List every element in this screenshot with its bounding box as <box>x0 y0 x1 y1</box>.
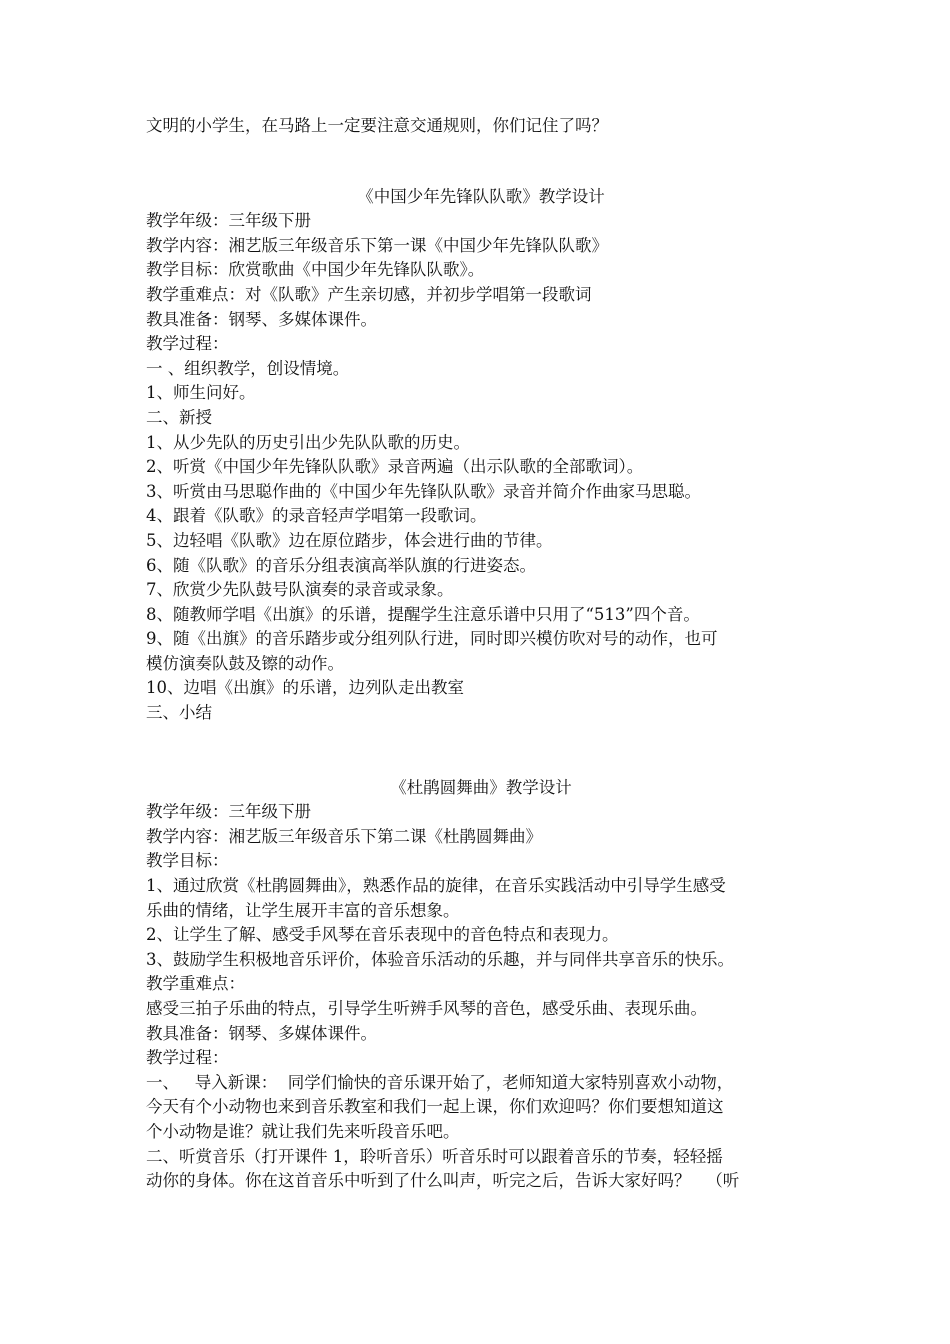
lesson1-line: 10、边唱《出旗》的乐谱，边列队走出教室 <box>146 678 464 698</box>
lesson2-line: 今天有个小动物也来到音乐教室和我们一起上课，你们欢迎吗？你们要想知道这 <box>146 1097 724 1117</box>
lesson1-line: 8、随教师学唱《出旗》的乐谱，提醒学生注意乐谱中只用了“513”四个音。 <box>146 604 700 624</box>
lesson2-line: 感受三拍子乐曲的特点，引导学生听辨手风琴的音色，感受乐曲、表现乐曲。 <box>146 999 707 1018</box>
lesson1-line: 教学年级：三年级下册 <box>146 211 311 231</box>
lesson2-line: 乐曲的情绪，让学生展开丰富的音乐想象。 <box>146 900 460 920</box>
lesson2-line: 一、 导入新课： 同学们愉快的音乐课开始了，老师知道大家特别喜欢小动物， <box>146 1072 734 1092</box>
lesson2-line: 教学过程： <box>146 1048 229 1068</box>
lesson2-line: 二、听赏音乐（打开课件 1，聆听音乐）听音乐时可以跟着音乐的节奏，轻轻摇 <box>146 1146 723 1166</box>
lesson2-line: 1、通过欣赏《杜鹃圆舞曲》，熟悉作品的旋律，在音乐实践活动中引导学生感受 <box>146 876 726 896</box>
lesson1-line: 教学内容：湘艺版三年级音乐下第一课《中国少年先锋队队歌》 <box>146 235 608 255</box>
document-body <box>146 114 816 1194</box>
lesson2-line: 2、让学生了解、感受手风琴在音乐表现中的音色特点和表现力。 <box>146 925 619 945</box>
lesson2-line: 教学重难点： <box>146 974 245 994</box>
lesson1-line: 教学目标：欣赏歌曲《中国少年先锋队队歌》。 <box>146 260 485 280</box>
lesson1-line: 2、听赏《中国少年先锋队队歌》录音两遍（出示队歌的全部歌词）。 <box>146 457 644 477</box>
lesson1-line: 7、欣赏少先队鼓号队演奏的录音或录象。 <box>146 580 454 600</box>
section-gap <box>146 726 816 776</box>
lesson1-line: 6、随《队歌》的音乐分组表演高举队旗的行进姿态。 <box>146 555 536 575</box>
lesson1-line: 二、新授 <box>146 407 212 427</box>
lesson2-line: 教学年级：三年级下册 <box>146 802 311 822</box>
lesson2-body <box>146 800 816 1194</box>
lesson2-title: 《杜鹃圆舞曲》教学设计 <box>390 777 572 797</box>
section-gap <box>146 139 816 185</box>
lesson1-line: 一 、组织教学，创设情境。 <box>146 358 350 378</box>
lesson2-line: 个小动物是谁？就让我们先来听段音乐吧。 <box>146 1121 460 1141</box>
lesson1-line: 教学重难点：对《队歌》产生亲切感，并初步学唱第一段歌词 <box>146 284 592 304</box>
lesson1-line: 教学过程： <box>146 334 229 354</box>
lesson1-line: 三、小结 <box>146 703 212 723</box>
lesson1-line: 4、跟着《队歌》的录音轻声学唱第一段歌词。 <box>146 506 487 526</box>
lesson1-line: 5、边轻唱《队歌》边在原位踏步，体会进行曲的节律。 <box>146 530 553 550</box>
lesson2-line: 3、鼓励学生积极地音乐评价，体验音乐活动的乐趣，并与同伴共享音乐的快乐。 <box>146 949 734 969</box>
lesson2-line: 教具准备：钢琴、多媒体课件。 <box>146 1023 377 1043</box>
lesson1-line: 9、随《出旗》的音乐踏步或分组列队行进，同时即兴模仿吹对号的动作，也可 <box>146 629 718 649</box>
lesson1-line: 教具准备：钢琴、多媒体课件。 <box>146 309 377 329</box>
lesson2-line: 动你的身体。你在这首音乐中听到了什么叫声，听完之后，告诉大家好吗？ （听 <box>146 1171 740 1191</box>
lesson1-line: 1、从少先队的历史引出少先队队歌的历史。 <box>146 432 470 452</box>
lesson1-line: 模仿演奏队鼓及镲的动作。 <box>146 653 344 673</box>
lesson1-line: 1、师生问好。 <box>146 383 256 403</box>
lesson2-line: 教学目标： <box>146 851 229 871</box>
lesson1-line: 3、听赏由马思聪作曲的《中国少年先锋队队歌》录音并简介作曲家马思聪。 <box>146 481 701 501</box>
intro-line: 文明的小学生，在马路上一定要注意交通规则，你们记住了吗？ <box>146 116 608 135</box>
lesson2-line: 教学内容：湘艺版三年级音乐下第二课《杜鹃圆舞曲》 <box>146 826 542 846</box>
lesson1-title: 《中国少年先锋队队歌》教学设计 <box>357 186 605 206</box>
lesson1-body <box>146 209 816 725</box>
